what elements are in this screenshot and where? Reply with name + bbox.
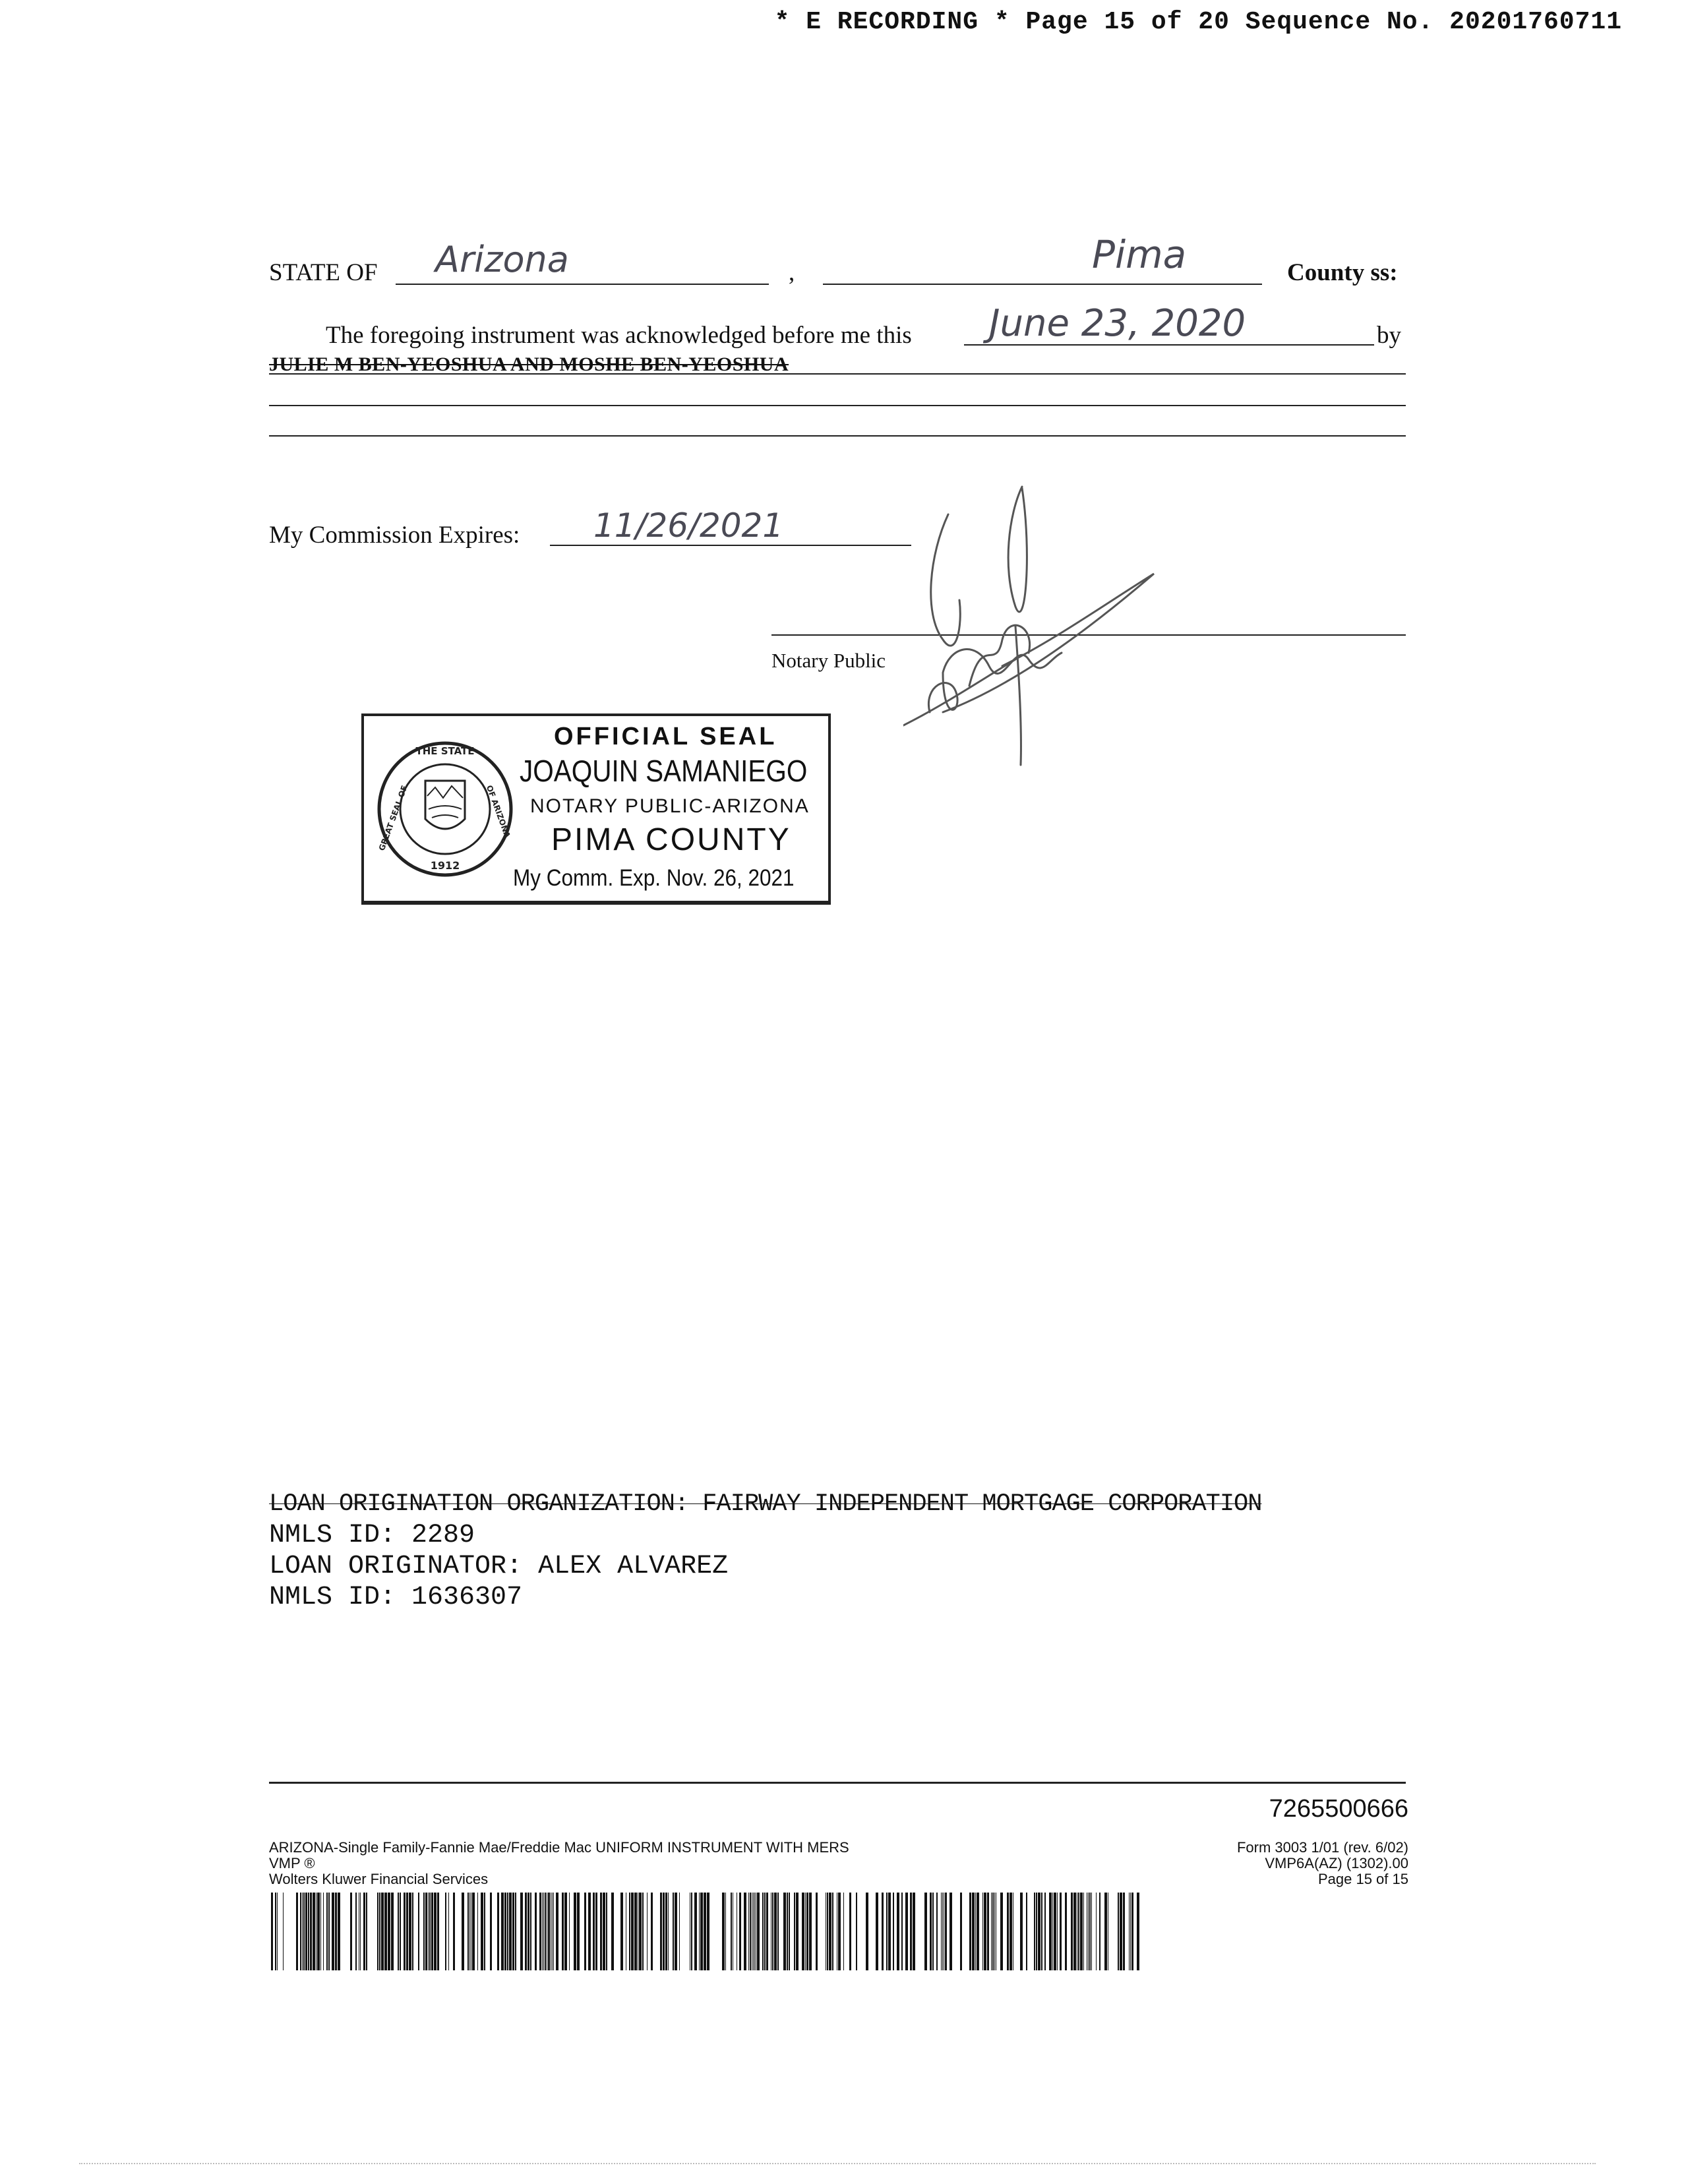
barcode-bar bbox=[941, 1893, 942, 1970]
loan-origination-organization: LOAN ORIGINATION ORGANIZATION: FAIRWAY INDEPENDENT MORTGAGE CORPORATION bbox=[269, 1490, 1262, 1518]
barcode-bar bbox=[584, 1893, 586, 1970]
barcode-bar bbox=[827, 1893, 828, 1970]
barcode-bar bbox=[777, 1893, 779, 1970]
barcode-bar bbox=[1000, 1893, 1003, 1970]
barcode-bar bbox=[507, 1893, 508, 1970]
barcode-bar bbox=[391, 1893, 394, 1970]
barcode-bar bbox=[1049, 1893, 1052, 1970]
barcode-bar bbox=[1073, 1893, 1076, 1970]
barcode-bar bbox=[631, 1893, 634, 1970]
barcode-bar bbox=[699, 1893, 700, 1970]
barcode-bar bbox=[762, 1893, 764, 1970]
barcode-bar bbox=[338, 1893, 340, 1970]
barcode-bar bbox=[453, 1893, 455, 1970]
barcode-bar bbox=[310, 1893, 312, 1970]
barcode-bar bbox=[1120, 1893, 1122, 1970]
barcode-bar bbox=[629, 1893, 630, 1970]
barcode-bar bbox=[1123, 1893, 1125, 1970]
barcode-bar bbox=[829, 1893, 831, 1970]
barcode-bar bbox=[982, 1893, 983, 1970]
barcode-bar bbox=[595, 1893, 597, 1970]
barcode-bar bbox=[1131, 1893, 1133, 1970]
barcode-bar bbox=[593, 1893, 595, 1970]
barcode-bar bbox=[1060, 1893, 1062, 1970]
barcode-bar bbox=[437, 1893, 439, 1970]
barcode-bar bbox=[425, 1893, 427, 1970]
barcode-bar bbox=[530, 1893, 531, 1970]
barcode-bar bbox=[379, 1893, 380, 1970]
barcode-bar bbox=[739, 1893, 741, 1970]
barcode-bar bbox=[535, 1893, 537, 1970]
commission-label: My Commission Expires: bbox=[269, 522, 520, 549]
barcode-bar bbox=[897, 1893, 899, 1970]
barcode-bar bbox=[787, 1893, 788, 1970]
commission-underline bbox=[550, 545, 911, 546]
barcode-bar bbox=[1080, 1893, 1083, 1970]
barcode-bar bbox=[1129, 1893, 1130, 1970]
barcode-bar bbox=[660, 1893, 662, 1970]
barcode-bar bbox=[445, 1893, 446, 1970]
publisher-name: Wolters Kluwer Financial Services bbox=[269, 1871, 489, 1887]
barcode-bar bbox=[509, 1893, 512, 1970]
barcode-bar bbox=[691, 1893, 692, 1970]
organization-nmls-id: NMLS ID: 2289 bbox=[269, 1521, 475, 1550]
barcode-bar bbox=[668, 1893, 669, 1970]
barcode-bar bbox=[484, 1893, 485, 1970]
barcode-bar bbox=[429, 1893, 431, 1970]
barcode-bar bbox=[748, 1893, 749, 1970]
barcode-bar bbox=[882, 1893, 884, 1970]
county-handwritten: Pima bbox=[1092, 232, 1187, 277]
state-underline bbox=[396, 284, 769, 285]
barcode-bar bbox=[994, 1893, 995, 1970]
barcode-bar bbox=[539, 1893, 541, 1970]
barcode-bar bbox=[1091, 1893, 1092, 1970]
county-ss-label: County ss: bbox=[1287, 259, 1398, 286]
barcode-bar bbox=[606, 1893, 607, 1970]
barcode-bar bbox=[1007, 1893, 1009, 1970]
barcode-bar bbox=[384, 1893, 387, 1970]
date-handwritten: June 23, 2020 bbox=[989, 302, 1246, 345]
barcode-bar bbox=[809, 1893, 812, 1970]
barcode-bar bbox=[481, 1893, 483, 1970]
barcode-bar bbox=[1041, 1893, 1042, 1970]
barcode-bar bbox=[542, 1893, 543, 1970]
barcode-bar bbox=[434, 1893, 437, 1970]
commission-handwritten: 11/26/2021 bbox=[593, 506, 784, 545]
barcode-bar bbox=[707, 1893, 709, 1970]
barcode-bar bbox=[520, 1893, 523, 1970]
blank-line-2 bbox=[269, 435, 1406, 437]
barcode-bar bbox=[588, 1893, 591, 1970]
barcode-bar bbox=[1089, 1893, 1091, 1970]
barcode-bar bbox=[1104, 1893, 1107, 1970]
barcode-bar bbox=[1026, 1893, 1027, 1970]
barcode-bar bbox=[1065, 1893, 1067, 1970]
barcode-bar bbox=[317, 1893, 320, 1970]
barcode-bar bbox=[320, 1893, 321, 1970]
barcode-bar bbox=[350, 1893, 352, 1970]
barcode-bar bbox=[308, 1893, 309, 1970]
barcode-bar bbox=[1071, 1893, 1073, 1970]
barcode-bar bbox=[1130, 1893, 1131, 1970]
barcode-bar bbox=[806, 1893, 808, 1970]
barcode-bar bbox=[744, 1893, 746, 1970]
vmp-mark: VMP ® bbox=[269, 1855, 315, 1871]
great-seal-emblem-icon bbox=[376, 740, 514, 878]
barcode-bar bbox=[1044, 1893, 1046, 1970]
barcode-bar bbox=[332, 1893, 334, 1970]
barcode-bar bbox=[428, 1893, 429, 1970]
barcode-bar bbox=[277, 1893, 278, 1970]
barcode-bar bbox=[757, 1893, 760, 1970]
barcode-bar bbox=[783, 1893, 786, 1970]
barcode-bar bbox=[764, 1893, 766, 1970]
barcode-bar bbox=[1096, 1893, 1097, 1970]
loan-number: 7265500666 bbox=[1269, 1795, 1408, 1823]
barcode-bar bbox=[1137, 1893, 1139, 1970]
blank-line-1 bbox=[269, 405, 1406, 406]
barcode-bar bbox=[663, 1893, 665, 1970]
by-label: by bbox=[1377, 322, 1401, 349]
barcode-bar bbox=[754, 1893, 755, 1970]
barcode-bar bbox=[501, 1893, 504, 1970]
barcode-bar bbox=[497, 1893, 499, 1970]
footer-form-number-block bbox=[1237, 1840, 1408, 1887]
barcode-bar bbox=[431, 1893, 433, 1970]
seal-title: OFFICIAL SEAL bbox=[554, 723, 777, 750]
barcode-bar bbox=[406, 1893, 408, 1970]
state-handwritten: Arizona bbox=[435, 239, 569, 280]
barcode-bar bbox=[328, 1893, 330, 1970]
barcode-bar bbox=[512, 1893, 514, 1970]
barcode-bar bbox=[335, 1893, 337, 1970]
barcode-bar bbox=[577, 1893, 580, 1970]
barcode-bar bbox=[300, 1893, 301, 1970]
barcode-bar bbox=[932, 1893, 934, 1970]
barcode-bar bbox=[515, 1893, 516, 1970]
barcode-bar bbox=[323, 1893, 324, 1970]
barcode-bar bbox=[556, 1893, 558, 1970]
barcode-bar bbox=[477, 1893, 478, 1970]
barcode-bar bbox=[893, 1893, 894, 1970]
barcode-bar bbox=[1052, 1893, 1053, 1970]
barcode-bar bbox=[794, 1893, 795, 1970]
svg-text:1912: 1912 bbox=[430, 859, 460, 872]
barcode-bar bbox=[462, 1893, 464, 1970]
barcode-bar bbox=[398, 1893, 399, 1970]
barcode-bar bbox=[1118, 1893, 1119, 1970]
barcode-bar bbox=[543, 1893, 544, 1970]
barcode-bar bbox=[975, 1893, 976, 1970]
barcode-bar bbox=[942, 1893, 943, 1970]
barcode-bar bbox=[355, 1893, 357, 1970]
barcode-bar bbox=[275, 1893, 276, 1970]
barcode-bar bbox=[467, 1893, 469, 1970]
barcode-bar bbox=[525, 1893, 527, 1970]
barcode-bar bbox=[832, 1893, 833, 1970]
barcode-bar bbox=[600, 1893, 602, 1970]
barcode-bar bbox=[302, 1893, 303, 1970]
official-seal-stamp bbox=[361, 713, 831, 905]
barcode-bar bbox=[886, 1893, 888, 1970]
barcode-bar bbox=[675, 1893, 677, 1970]
barcode-bar bbox=[377, 1893, 378, 1970]
barcode-bar bbox=[1038, 1893, 1040, 1970]
barcode-bar bbox=[545, 1893, 546, 1970]
scan-edge-artifact bbox=[79, 2163, 1596, 2164]
barcode-bar bbox=[303, 1893, 305, 1970]
barcode-bar bbox=[360, 1893, 361, 1970]
barcode-bar bbox=[802, 1893, 804, 1970]
recording-header: * E RECORDING * Page 15 of 20 Sequence No. 20201760711 bbox=[774, 8, 1622, 36]
barcode-bar bbox=[472, 1893, 475, 1970]
barcode-bar bbox=[960, 1893, 962, 1970]
barcode-bar bbox=[418, 1893, 419, 1970]
barcode-bar bbox=[1083, 1893, 1084, 1970]
barcode-bar bbox=[611, 1893, 614, 1970]
barcode-bar bbox=[423, 1893, 425, 1970]
seal-notary-name: JOAQUIN SAMANIEGO bbox=[520, 754, 808, 788]
svg-text:GREAT SEAL OF: GREAT SEAL OF bbox=[377, 784, 409, 853]
barcode-bar bbox=[679, 1893, 680, 1970]
barcode-bar bbox=[651, 1893, 653, 1970]
barcode-bar bbox=[400, 1893, 401, 1970]
barcode-bar bbox=[504, 1893, 506, 1970]
barcode-bar bbox=[363, 1893, 365, 1970]
barcode-bar bbox=[552, 1893, 553, 1970]
originator-nmls-id: NMLS ID: 1636307 bbox=[269, 1583, 523, 1612]
barcode-bar bbox=[448, 1893, 449, 1970]
form-title: ARIZONA-Single Family-Fannie Mae/Freddie Mac UNIFORM INSTRUMENT WITH MERS bbox=[269, 1839, 849, 1856]
barcode-bar bbox=[1099, 1893, 1100, 1970]
barcode-bar bbox=[548, 1893, 550, 1970]
barcode-bar bbox=[856, 1893, 857, 1970]
barcode-bar bbox=[704, 1893, 706, 1970]
barcode-bar bbox=[469, 1893, 470, 1970]
barcode-bar bbox=[634, 1893, 637, 1970]
county-underline bbox=[823, 284, 1262, 285]
barcode-bar bbox=[313, 1893, 315, 1970]
barcode-bar bbox=[665, 1893, 667, 1970]
barcode-bar bbox=[913, 1893, 915, 1970]
barcode-bar bbox=[774, 1893, 777, 1970]
seal-expiry: My Comm. Exp. Nov. 26, 2021 bbox=[513, 865, 795, 891]
barcode-bar bbox=[574, 1893, 576, 1970]
barcode-bar bbox=[694, 1893, 697, 1970]
barcode-bar bbox=[1054, 1893, 1056, 1970]
signers-names: JULIE M BEN-YEOSHUA AND MOSHE BEN-YEOSHUA bbox=[269, 353, 789, 375]
barcode-bar bbox=[753, 1893, 754, 1970]
barcode-bar bbox=[930, 1893, 932, 1970]
barcode-bar bbox=[910, 1893, 912, 1970]
form-number: Form 3003 1/01 (rev. 6/02) bbox=[1236, 1839, 1408, 1856]
footer-form-info bbox=[269, 1840, 849, 1887]
barcode bbox=[269, 1893, 1146, 1972]
barcode-bar bbox=[969, 1893, 971, 1970]
page-indicator: Page 15 of 15 bbox=[1317, 1871, 1408, 1887]
barcode-bar bbox=[700, 1893, 703, 1970]
barcode-bar bbox=[1057, 1893, 1058, 1970]
footer-rule bbox=[269, 1782, 1406, 1784]
barcode-bar bbox=[1034, 1893, 1035, 1970]
barcode-bar bbox=[620, 1893, 623, 1970]
barcode-bar bbox=[603, 1893, 605, 1970]
barcode-bar bbox=[766, 1893, 768, 1970]
seal-notary-state: NOTARY PUBLIC-ARIZONA bbox=[530, 795, 810, 817]
acknowledgment-text: The foregoing instrument was acknowledged before me this bbox=[326, 322, 912, 349]
comma-separator: , bbox=[789, 259, 795, 286]
barcode-bar bbox=[381, 1893, 384, 1970]
barcode-bar bbox=[789, 1893, 790, 1970]
barcode-bar bbox=[991, 1893, 992, 1970]
barcode-bar bbox=[639, 1893, 642, 1970]
barcode-bar bbox=[305, 1893, 307, 1970]
barcode-bar bbox=[945, 1893, 947, 1970]
barcode-bar bbox=[816, 1893, 818, 1970]
barcode-bar bbox=[271, 1893, 273, 1970]
barcode-bar bbox=[849, 1893, 851, 1970]
barcode-bar bbox=[642, 1893, 644, 1970]
notary-signature bbox=[903, 475, 1167, 778]
vmp-code: VMP6A(AZ) (1302).00 bbox=[1265, 1855, 1408, 1871]
seal-county: PIMA COUNTY bbox=[551, 822, 791, 857]
barcode-bar bbox=[283, 1893, 284, 1970]
barcode-bar bbox=[731, 1893, 732, 1970]
barcode-bar bbox=[772, 1893, 773, 1970]
barcode-bar bbox=[409, 1893, 411, 1970]
state-of-label: STATE OF bbox=[269, 259, 378, 286]
barcode-bar bbox=[1036, 1893, 1037, 1970]
signers-underline bbox=[269, 373, 1406, 375]
barcode-bar bbox=[366, 1893, 367, 1970]
barcode-bar bbox=[888, 1893, 891, 1970]
barcode-bar bbox=[569, 1893, 570, 1970]
barcode-bar bbox=[296, 1893, 298, 1970]
barcode-bar bbox=[838, 1893, 841, 1970]
barcode-bar bbox=[722, 1893, 725, 1970]
barcode-bar bbox=[673, 1893, 674, 1970]
loan-originator: LOAN ORIGINATOR: ALEX ALVAREZ bbox=[269, 1552, 729, 1581]
barcode-bar bbox=[1078, 1893, 1079, 1970]
barcode-bar bbox=[647, 1893, 648, 1970]
barcode-bar bbox=[388, 1893, 390, 1970]
svg-text:OF ARIZONA: OF ARIZONA bbox=[484, 783, 512, 839]
barcode-bar bbox=[977, 1893, 979, 1970]
barcode-bar bbox=[412, 1893, 413, 1970]
barcode-bar bbox=[490, 1893, 492, 1970]
barcode-bar bbox=[1088, 1893, 1089, 1970]
barcode-bar bbox=[796, 1893, 799, 1970]
barcode-bar bbox=[1020, 1893, 1023, 1970]
barcode-bar bbox=[901, 1893, 903, 1970]
barcode-bar bbox=[404, 1893, 406, 1970]
barcode-bar bbox=[924, 1893, 927, 1970]
barcode-bar bbox=[553, 1893, 554, 1970]
barcode-bar bbox=[725, 1893, 726, 1970]
barcode-bar bbox=[936, 1893, 938, 1970]
notary-public-label: Notary Public bbox=[771, 649, 886, 672]
barcode-bar bbox=[1010, 1893, 1012, 1970]
svg-text:THE STATE: THE STATE bbox=[415, 745, 475, 757]
barcode-bar bbox=[562, 1893, 564, 1970]
barcode-bar bbox=[992, 1893, 994, 1970]
loan-info-block bbox=[269, 1489, 1261, 1613]
barcode-bar bbox=[866, 1893, 868, 1970]
barcode-bar bbox=[984, 1893, 986, 1970]
barcode-bar bbox=[805, 1893, 806, 1970]
barcode-bar bbox=[950, 1893, 952, 1970]
barcode-bar bbox=[326, 1893, 328, 1970]
barcode-bar bbox=[876, 1893, 878, 1970]
barcode-bar bbox=[987, 1893, 989, 1970]
barcode-bar bbox=[528, 1893, 529, 1970]
barcode-bar bbox=[843, 1893, 844, 1970]
barcode-bar bbox=[564, 1893, 567, 1970]
barcode-bar bbox=[972, 1893, 975, 1970]
barcode-bar bbox=[905, 1893, 908, 1970]
barcode-bar bbox=[750, 1893, 751, 1970]
